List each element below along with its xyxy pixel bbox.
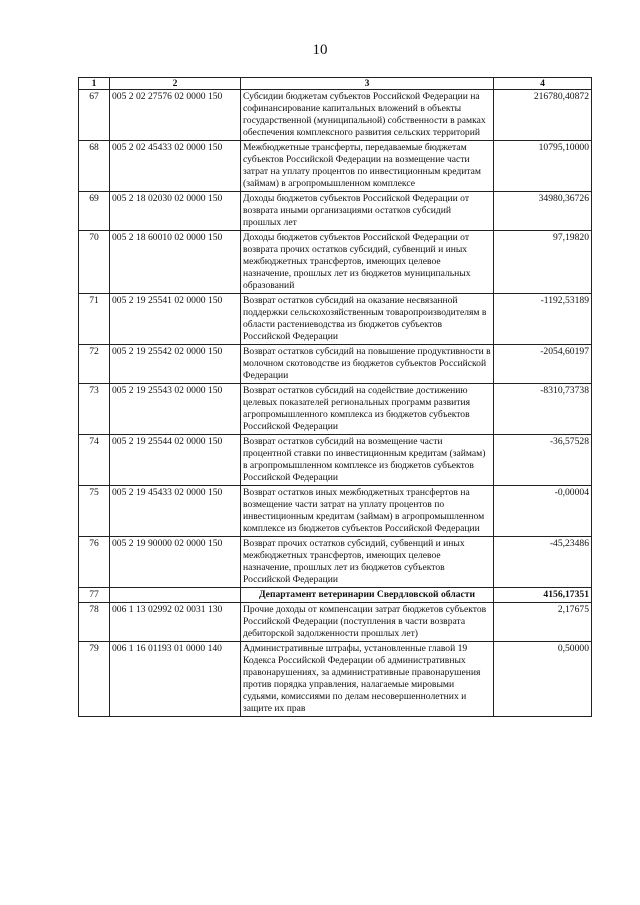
- row-number-cell: 68: [79, 141, 110, 192]
- table-row: [79, 141, 592, 192]
- budget-code-cell: 005 2 19 25541 02 0000 150: [110, 294, 241, 345]
- row-number-cell: 73: [79, 384, 110, 435]
- row-number-cell: 75: [79, 486, 110, 537]
- table-row: [79, 294, 592, 345]
- amount-cell: -36,57528: [494, 435, 592, 486]
- description-cell: Прочие доходы от компенсации затрат бюджетов субъектов Российской Федерации (поступления в части возврата дебиторской задолженности прошлых лет): [241, 603, 494, 642]
- budget-code-cell: 005 2 19 25544 02 0000 150: [110, 435, 241, 486]
- budget-code-cell: 006 1 13 02992 02 0031 130: [110, 603, 241, 642]
- table-row: [79, 588, 592, 603]
- row-number-cell: 74: [79, 435, 110, 486]
- amount-cell: 216780,40872: [494, 90, 592, 141]
- header-col-4: 4: [494, 78, 592, 90]
- description-cell: Административные штрафы, установленные главой 19 Кодекса Российской Федерации об административных правонарушениях, за административные правонарушения против порядка управления, налагаемые мировыми судьями, комиссиями по делам несовершеннолетних и защите их прав: [241, 642, 494, 717]
- table-row: [79, 345, 592, 384]
- amount-cell: -1192,53189: [494, 294, 592, 345]
- table-row: [79, 642, 592, 717]
- row-number-cell: 71: [79, 294, 110, 345]
- table-body: [79, 90, 592, 717]
- row-number-cell: 70: [79, 231, 110, 294]
- row-number-cell: 79: [79, 642, 110, 717]
- table-row: [79, 603, 592, 642]
- table-row: [79, 90, 592, 141]
- amount-cell: 4156,17351: [494, 588, 592, 603]
- amount-cell: -0,00004: [494, 486, 592, 537]
- description-cell: Возврат остатков субсидий на повышение продуктивности в молочном скотоводстве из бюджетов субъектов Российской Федерации: [241, 345, 494, 384]
- budget-code-cell: 005 2 19 90000 02 0000 150: [110, 537, 241, 588]
- table-row: [79, 192, 592, 231]
- amount-cell: -8310,73738: [494, 384, 592, 435]
- revenue-table: [78, 77, 592, 717]
- budget-code-cell: 005 2 19 45433 02 0000 150: [110, 486, 241, 537]
- amount-cell: -45,23486: [494, 537, 592, 588]
- row-number-cell: 67: [79, 90, 110, 141]
- budget-code-cell: 005 2 02 45433 02 0000 150: [110, 141, 241, 192]
- budget-code-cell: 005 2 19 25543 02 0000 150: [110, 384, 241, 435]
- row-number-cell: 78: [79, 603, 110, 642]
- description-cell: Возврат остатков иных межбюджетных трансфертов на возмещение части затрат на уплату процентов по инвестиционным кредитам (займам) в агропромышленном комплексе из бюджетов субъектов Российской Федерации: [241, 486, 494, 537]
- table-row: [79, 384, 592, 435]
- description-cell: Возврат остатков субсидий на оказание несвязанной поддержки сельскохозяйственным товаропроизводителям в области растениеводства из бюджетов субъектов Российской Федерации: [241, 294, 494, 345]
- budget-code-cell: 005 2 18 02030 02 0000 150: [110, 192, 241, 231]
- description-cell: Доходы бюджетов субъектов Российской Федерации от возврата иными организациями остатков субсидий прошлых лет: [241, 192, 494, 231]
- description-cell: Доходы бюджетов субъектов Российской Федерации от возврата прочих остатков субсидий, субвенций и иных межбюджетных трансфертов, имеющих целевое назначение, прошлых лет из бюджетов муниципальных образований: [241, 231, 494, 294]
- table-header-row: [79, 78, 592, 90]
- header-col-2: 2: [110, 78, 241, 90]
- amount-cell: 0,50000: [494, 642, 592, 717]
- table-row: [79, 435, 592, 486]
- amount-cell: -2054,60197: [494, 345, 592, 384]
- budget-code-cell: [110, 588, 241, 603]
- table-row: [79, 231, 592, 294]
- budget-code-cell: 005 2 18 60010 02 0000 150: [110, 231, 241, 294]
- amount-cell: 97,19820: [494, 231, 592, 294]
- row-number-cell: 76: [79, 537, 110, 588]
- description-cell: Возврат остатков субсидий на содействие достижению целевых показателей региональных программ развития агропромышленного комплекса из бюджетов субъектов Российской Федерации: [241, 384, 494, 435]
- amount-cell: 34980,36726: [494, 192, 592, 231]
- amount-cell: 2,17675: [494, 603, 592, 642]
- amount-cell: 10795,10000: [494, 141, 592, 192]
- description-cell: Возврат остатков субсидий на возмещение части процентной ставки по инвестиционным кредитам (займам) в агропромышленном комплексе из бюджетов субъектов Российской Федерации: [241, 435, 494, 486]
- table-row: [79, 537, 592, 588]
- description-cell: Департамент ветеринарии Свердловской области: [241, 588, 494, 603]
- page-number: 10: [312, 42, 328, 58]
- budget-code-cell: 005 2 19 25542 02 0000 150: [110, 345, 241, 384]
- description-cell: Субсидии бюджетам субъектов Российской Федерации на софинансирование капитальных вложений в объекты государственной (муниципальной) собственности в рамках обеспечения комплексного развития сельских территорий: [241, 90, 494, 141]
- description-cell: Возврат прочих остатков субсидий, субвенций и иных межбюджетных трансфертов, имеющих целевое назначение, прошлых лет из бюджетов субъектов Российской Федерации: [241, 537, 494, 588]
- budget-code-cell: 006 1 16 01193 01 0000 140: [110, 642, 241, 717]
- description-cell: Межбюджетные трансферты, передаваемые бюджетам субъектов Российской Федерации на возмещение части затрат на уплату процентов по инвестиционным кредитам (займам) в агропромышленном комплексе: [241, 141, 494, 192]
- row-number-cell: 72: [79, 345, 110, 384]
- header-col-3: 3: [241, 78, 494, 90]
- header-col-1: 1: [79, 78, 110, 90]
- table-row: [79, 486, 592, 537]
- row-number-cell: 69: [79, 192, 110, 231]
- row-number-cell: 77: [79, 588, 110, 603]
- budget-code-cell: 005 2 02 27576 02 0000 150: [110, 90, 241, 141]
